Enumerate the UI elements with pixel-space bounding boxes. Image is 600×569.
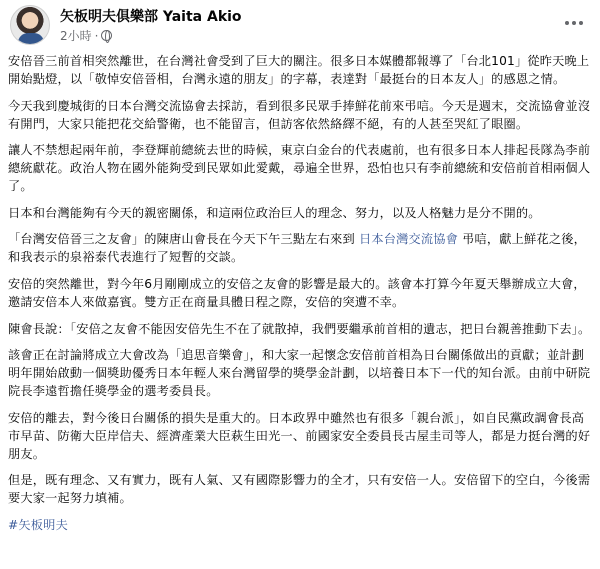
- post-paragraph: [8, 97, 592, 133]
- post-paragraph: [8, 141, 592, 195]
- paragraph-text: 今天我到慶城街的日本台灣交流協會去採訪，看到很多民眾手捧鮮花前來弔唁。今天是週末，交流協會並沒有開門，大家只能把花交給警衛，也不能留言，但訪客依然絡繹不絕，有的人甚至哭紅了眼圈。: [8, 98, 591, 131]
- post-meta: [60, 27, 112, 44]
- paragraph-text: 弔唁，獻上鮮花之後，和我表示的泉裕泰代表進行了短暫的交談。: [8, 232, 586, 265]
- paragraph-text: 該會正在討論將成立大會改為「追思音樂會」，和大家一起懷念安倍前首相為日台關係做出的貢獻；並計劃明年開始啟動一個獎助優秀日本年輕人來台灣留學的獎學金計劃，以培養日本下一代的知台派。由前中研院院長李遠哲擔任獎學金的選考委員長。: [8, 348, 591, 399]
- page-avatar[interactable]: [10, 5, 50, 45]
- post-header: [0, 0, 600, 50]
- post-paragraphs: [8, 52, 592, 507]
- paragraph-text: 但是，既有理念、又有實力，既有人氣、又有國際影響力的全才，只有安倍一人。安倍留下的空白，今後需要大家一起努力填補。: [8, 473, 591, 506]
- globe-icon[interactable]: [101, 30, 112, 41]
- paragraph-text: 陳會長說：「安倍之友會不能因安倍先生不在了就散掉，我們要繼承前首相的遺志，把日台親善推動下去」。: [8, 321, 591, 336]
- post-timestamp[interactable]: 2小時: [60, 29, 92, 43]
- post-paragraph: [8, 52, 592, 88]
- paragraph-text: 安倍的離去，對今後日台關係的損失是重大的。日本政界中雖然也有很多「親台派」，如自民黨政調會長高市早苗、防衛大臣岸信夫、經濟產業大臣萩生田光一、前國家安全委員長古屋圭司等人，都是力挺台灣的好朋友。: [8, 410, 591, 461]
- post-paragraph: [8, 346, 592, 400]
- paragraph-text: 安倍晉三前首相突然離世，在台灣社會受到了巨大的關注。很多日本媒體都報導了「台北101」從昨天晚上開始點燈，以「敬悼安倍晉相，台灣永遠的朋友」的字幕，表達對「最挺台的日本友人」的感恩之情。: [8, 54, 590, 86]
- hashtag-link[interactable]: #矢板明夫: [8, 517, 68, 532]
- paragraph-text: 「台灣安倍晉三之友會」的陳唐山會長在今天下午三點左右來到: [8, 232, 359, 247]
- post-paragraph: [8, 471, 592, 507]
- post-body: [8, 52, 592, 543]
- avatar-figure: [18, 33, 44, 45]
- page-name-link[interactable]: 矢板明夫俱樂部 Yaita Akio: [60, 9, 242, 25]
- paragraph-text: 日本和台灣能夠有今天的親密關係，和這兩位政治巨人的理念、努力，以及人格魅力是分不開的。: [8, 205, 541, 220]
- mentioned-page-link[interactable]: 日本台灣交流協會: [358, 232, 459, 247]
- paragraph-text: 安倍的突然離世，對今年6月剛剛成立的安倍之友會的影響是最大的。該會本打算今年夏天舉辦成立大會，邀請安倍本人來做嘉賓。雙方正在商量具體日程之際，安倍的突遭不幸。: [8, 276, 586, 309]
- more-options-icon[interactable]: [560, 12, 588, 34]
- post-paragraph: [8, 204, 592, 222]
- post-paragraph: [8, 320, 592, 338]
- paragraph-text: 讓人不禁想起兩年前，李登輝前總統去世的時候，東京白金台的代表處前，也有很多日本人排起長隊為李前總統獻花。政治人物在國外能夠受到民眾如此愛戴，尋遍全世界，恐怕也只有李前總統和安倍前首相兩個人了。: [8, 143, 591, 194]
- post-paragraph: [8, 230, 592, 266]
- post-paragraph: [8, 275, 592, 311]
- meta-separator: ·: [94, 28, 99, 43]
- post-paragraph: [8, 409, 592, 463]
